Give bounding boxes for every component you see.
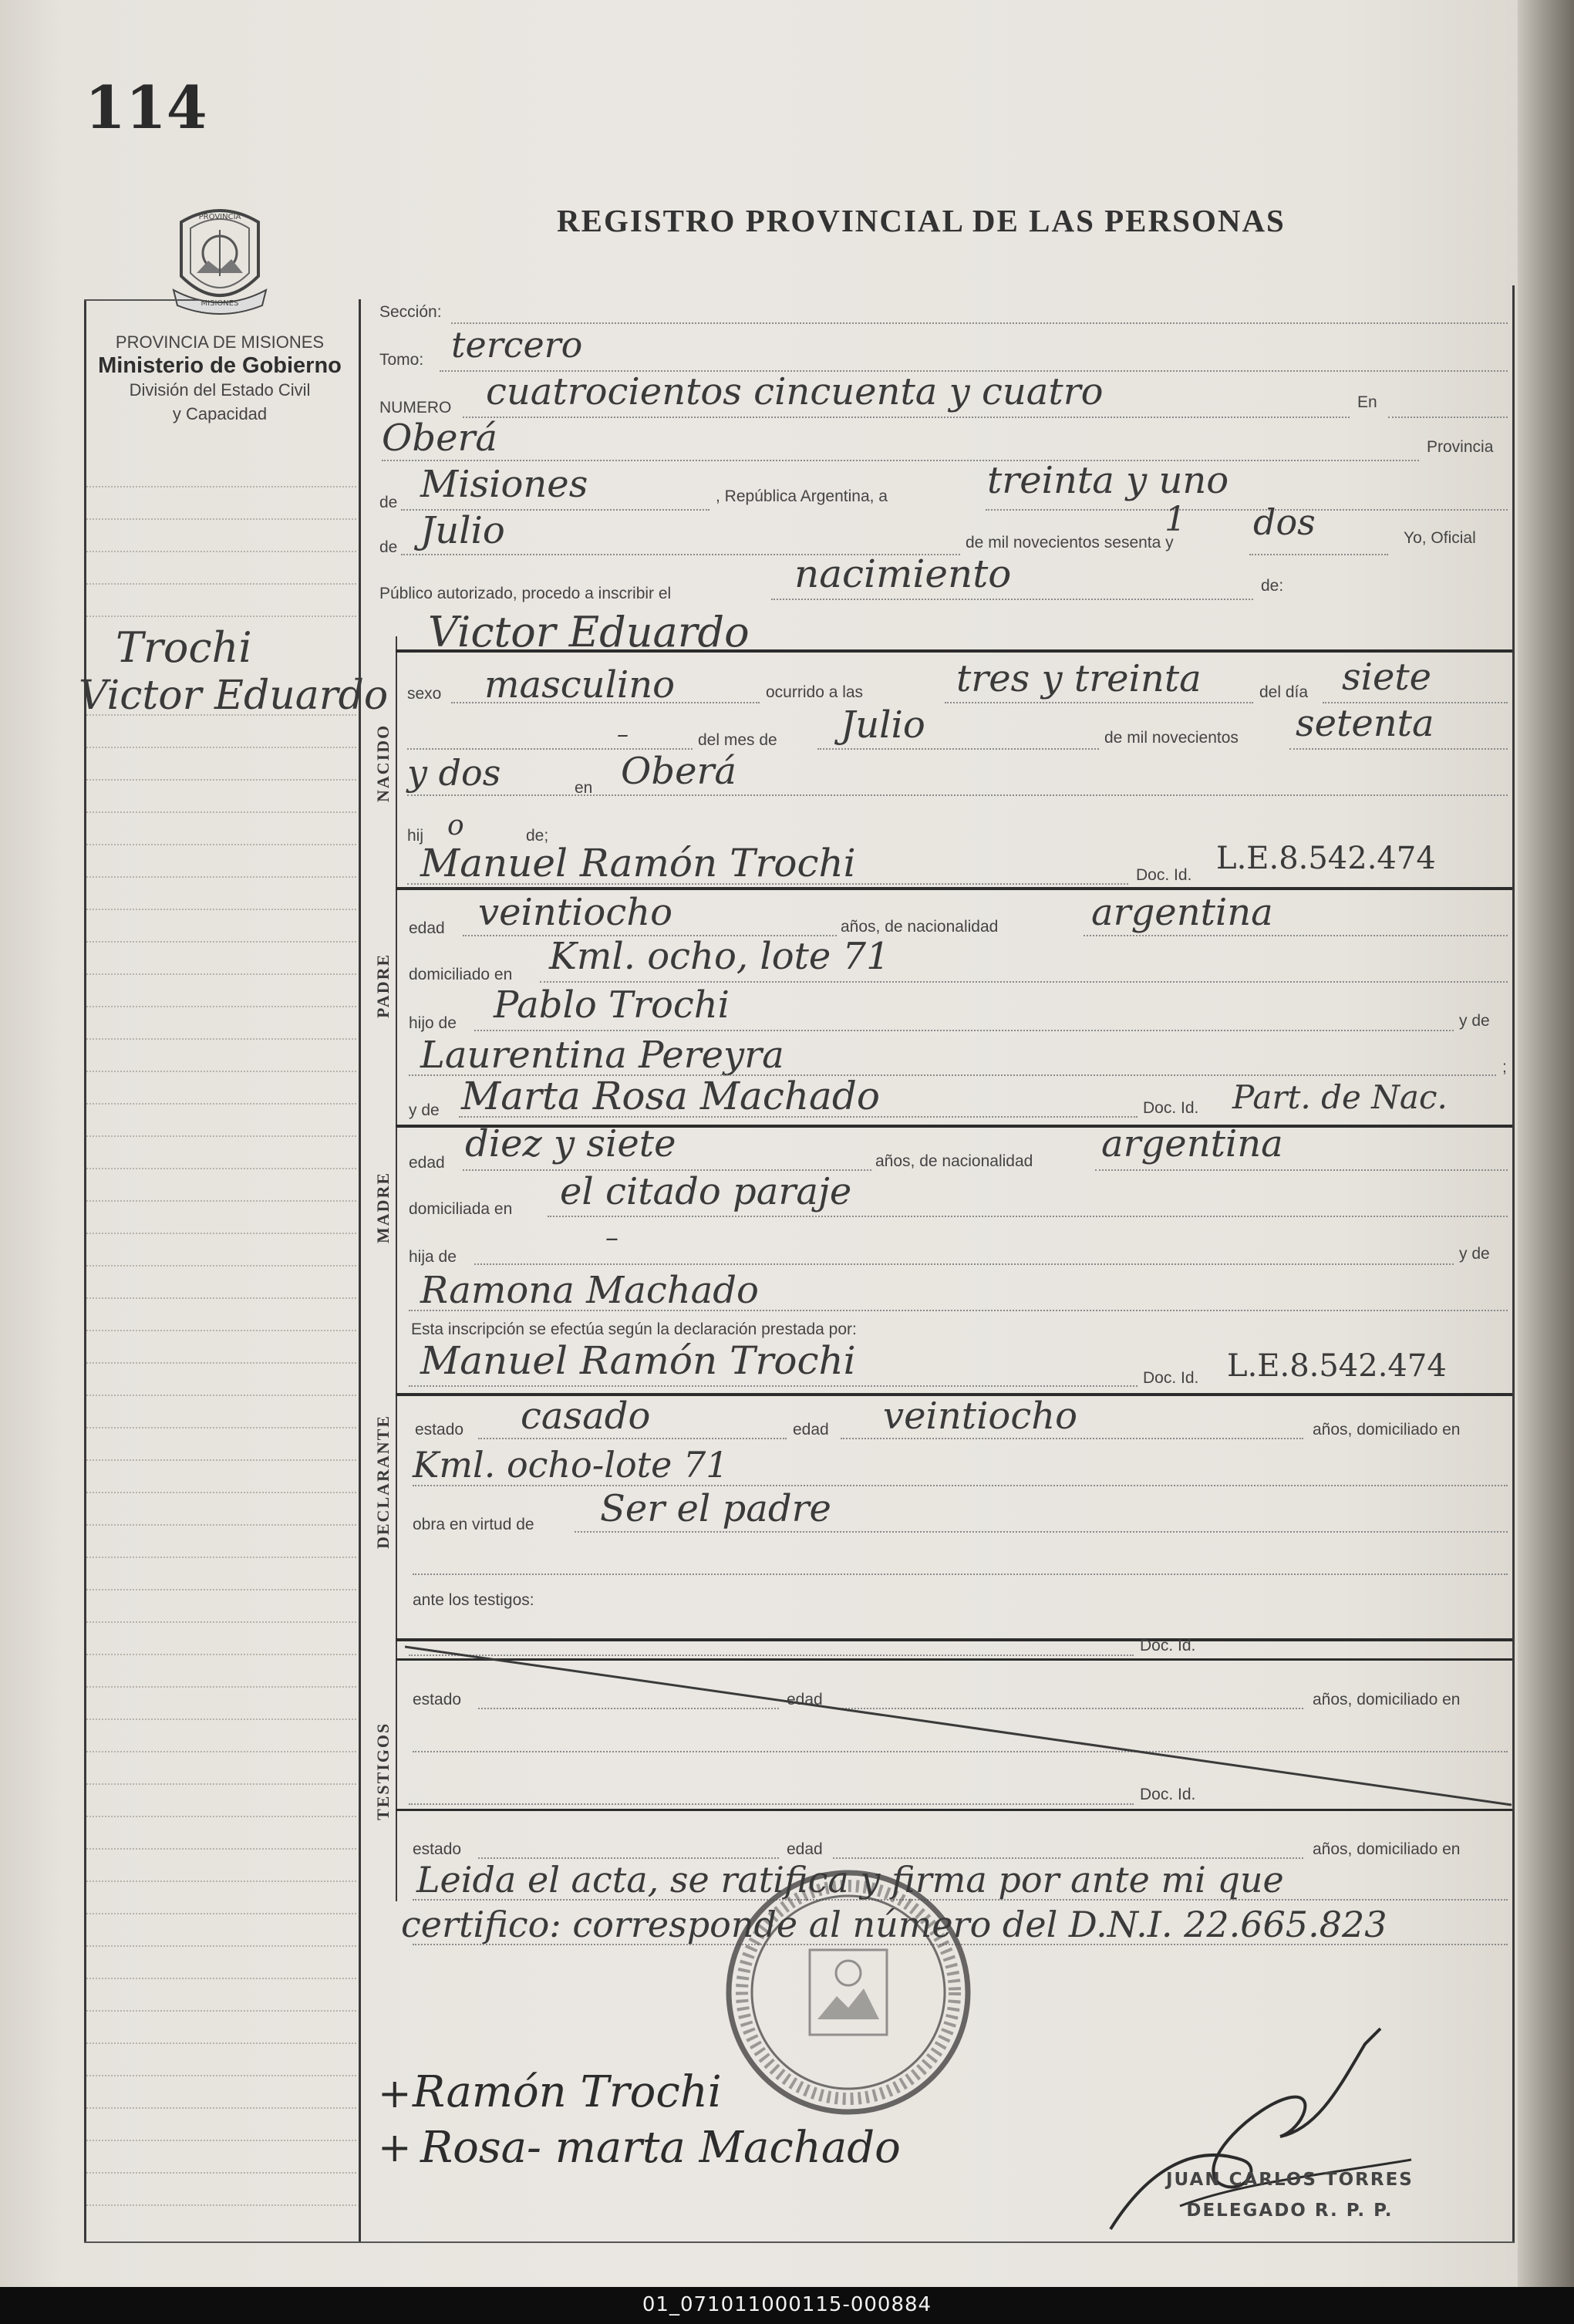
label-doc-testigo-1: Doc. Id. <box>1140 1637 1196 1654</box>
label-de-provincia: de <box>379 494 398 511</box>
label-seccion: Sección: <box>379 303 442 321</box>
label-de-mil-2: de mil novecientos <box>1104 729 1239 747</box>
label-provincia: Provincia <box>1427 438 1494 456</box>
label-ante: ante los testigos: <box>413 1591 534 1609</box>
label-sexo: sexo <box>407 685 442 703</box>
nacido-anio-2: y dos <box>407 752 501 794</box>
label-anios-nac-padre: años, de nacionalidad <box>841 918 999 936</box>
label-republica: , República Argentina, a <box>716 487 888 505</box>
label-anios-nac-madre: años, de nacionalidad <box>875 1152 1033 1170</box>
document-title: REGISTRO PROVINCIAL DE LAS PERSONAS <box>557 203 1286 238</box>
label-edad-declarante: edad <box>793 1421 829 1439</box>
section-declarante: DECLARANTE <box>373 1414 393 1549</box>
book-binding-edge <box>1518 0 1574 2287</box>
declarante-signature: Ramón Trochi <box>413 2067 722 2117</box>
nacido-anio: setenta <box>1296 702 1434 745</box>
label-estado-testigo-1: estado <box>413 1691 462 1708</box>
label-publico: Público autorizado, procedo a inscribir el <box>379 585 672 602</box>
label-edad-padre: edad <box>409 919 445 937</box>
nacido-mes: Julio <box>841 703 925 747</box>
value-numero: cuatrocientos cincuenta y cuatro <box>486 370 1104 413</box>
nacido-dia: siete <box>1342 656 1432 699</box>
nacido-dia-dash: – <box>617 721 629 748</box>
right-border <box>1512 285 1515 2243</box>
label-domiciliado-padre: domiciliado en <box>409 966 513 983</box>
padre-domicilio: Kml. ocho, lote 71 <box>549 935 890 978</box>
nacido-hij-suffix: o <box>447 810 464 842</box>
padre-madre: Laurentina Pereyra <box>420 1034 784 1077</box>
madre-nacionalidad: argentina <box>1101 1122 1283 1165</box>
section-nacido: NACIDO <box>373 724 393 802</box>
label-yo-oficial: Yo, Oficial <box>1404 529 1476 547</box>
section-padre: PADRE <box>373 953 393 1018</box>
label-hij: hij <box>407 827 424 845</box>
declarante-obra: Ser el padre <box>600 1487 831 1530</box>
label-y-de-madre: y de <box>409 1101 440 1119</box>
label-anios-dom-declarante: años, domiciliado en <box>1313 1421 1461 1439</box>
oficial-stamp-text <box>1166 2164 1414 2226</box>
label-del-mes: del mes de <box>698 731 777 749</box>
label-domiciliada-madre: domiciliada en <box>409 1200 513 1218</box>
label-doc-madre: Doc. Id. <box>1143 1099 1199 1117</box>
page-number: 114 <box>85 73 207 142</box>
label-edad-testigo-2: edad <box>787 1840 823 1858</box>
seal-top-text: PROVINCIA <box>198 213 241 221</box>
label-ocurrido: ocurrido a las <box>766 683 864 701</box>
label-y-de-padre: y de <box>1459 1012 1490 1030</box>
madre-signature: Rosa- marta Machado <box>420 2123 901 2173</box>
label-anios-dom-testigo-1: años, domiciliado en <box>1313 1691 1461 1708</box>
padre-edad: veintiocho <box>478 891 673 934</box>
madre-doc: Part. de Nac. <box>1232 1078 1448 1116</box>
issuer-block <box>77 330 362 426</box>
label-estado-testigo-2: estado <box>413 1840 462 1858</box>
value-acto: nacimiento <box>794 551 1012 596</box>
padre-nacionalidad: argentina <box>1091 891 1273 934</box>
value-tomo: tercero <box>451 324 583 366</box>
madre-edad: diez y siete <box>465 1122 676 1165</box>
label-doc-testigo-2: Doc. Id. <box>1140 1786 1196 1803</box>
label-hija-de: hija de <box>409 1248 457 1266</box>
value-anio: dos <box>1253 501 1316 543</box>
label-en: En <box>1357 393 1377 411</box>
value-provincia: Misiones <box>420 463 588 506</box>
margin-surname: Trochi <box>116 623 252 672</box>
closing-line-1: Leida el acta, se ratifica y firma por ante mi que <box>416 1859 1284 1901</box>
declarante-domicilio: Kml. ocho-lote 71 <box>413 1444 729 1486</box>
label-tomo: Tomo: <box>379 351 424 369</box>
value-fecha-dia: treinta y uno <box>987 459 1229 502</box>
image-caption: 01_071011000115-000884 <box>642 2293 932 2316</box>
top-rule-left <box>84 299 200 301</box>
label-de-colon: de: <box>1261 577 1284 595</box>
declarante-nombre: Manuel Ramón Trochi <box>420 1338 856 1383</box>
oficial-title: DELEGADO R. P. P. <box>1186 2201 1394 2221</box>
label-de-mes: de <box>379 538 398 556</box>
madre-nombre: Marta Rosa Machado <box>461 1074 880 1118</box>
padre-padre: Pablo Trochi <box>494 983 730 1027</box>
padre-doc: L.E.8.542.474 <box>1216 841 1436 876</box>
caption-bar <box>0 2287 1574 2324</box>
padre-nombre: Manuel Ramón Trochi <box>420 841 856 885</box>
label-en-2: en <box>575 779 593 797</box>
label-obra: obra en virtud de <box>413 1516 534 1533</box>
oficial-name: JUAN CARLOS TORRES <box>1166 2170 1414 2190</box>
value-lugar: Oberá <box>382 417 498 460</box>
section-divider <box>396 636 397 1901</box>
declarante-estado: casado <box>521 1395 651 1438</box>
official-stamp <box>721 1865 976 2123</box>
label-edad-testigo-1: edad <box>787 1691 823 1708</box>
label-del-dia: del día <box>1259 683 1309 701</box>
label-anios-dom-testigo-2: años, domiciliado en <box>1313 1840 1461 1858</box>
closing-line-2: certifico: corresponde al número del D.N.I. 22.665.823 <box>401 1904 1387 1945</box>
section-madre: MADRE <box>373 1171 393 1243</box>
label-doc-padre: Doc. Id. <box>1136 866 1192 884</box>
label-numero: NUMERO <box>379 399 452 417</box>
nacido-sexo: masculino <box>484 663 676 707</box>
issuer-ministry: Ministerio de Gobierno <box>98 353 342 378</box>
margin-divider <box>359 299 361 2243</box>
label-edad-madre: edad <box>409 1154 445 1172</box>
madre-madre: Ramona Machado <box>420 1269 759 1312</box>
label-doc-declarante: Doc. Id. <box>1143 1369 1199 1387</box>
value-anio-mark: 1 <box>1164 500 1186 539</box>
label-semicolon: ; <box>1502 1058 1507 1076</box>
issuer-province: PROVINCIA DE MISIONES <box>115 332 325 352</box>
label-y-de-madre-2: y de <box>1459 1245 1490 1263</box>
declarante-edad: veintiocho <box>883 1395 1078 1438</box>
label-inscripcion: Esta inscripción se efectúa según la declaración prestada por: <box>411 1321 857 1338</box>
declarante-doc: L.E.8.542.474 <box>1227 1348 1447 1384</box>
issuer-division-2: y Capacidad <box>172 404 268 423</box>
section-testigos: TESTIGOS <box>373 1722 393 1820</box>
cancel-stroke <box>405 1643 1515 1813</box>
madre-domicilio: el citado paraje <box>560 1170 852 1213</box>
mark-2: + <box>378 2125 412 2171</box>
value-fecha-mes: Julio <box>420 509 505 552</box>
nacido-hora: tres y treinta <box>956 657 1202 700</box>
seal-bottom-text: MISIONES <box>201 299 239 308</box>
left-border <box>84 299 86 2243</box>
issuer-division: División del Estado Civil <box>129 380 311 400</box>
nacido-nombre: Victor Eduardo <box>428 608 750 656</box>
label-de-semi: de; <box>526 827 549 845</box>
label-estado-declarante: estado <box>415 1421 464 1439</box>
mark-1: + <box>378 2071 412 2117</box>
margin-given-names: Victor Eduardo <box>79 673 389 719</box>
nacido-lugar: Oberá <box>621 750 737 793</box>
label-hijo-de: hijo de <box>409 1014 457 1032</box>
label-de-mil: de mil novecientos sesenta y <box>966 534 1174 551</box>
madre-padre: – <box>605 1223 618 1253</box>
